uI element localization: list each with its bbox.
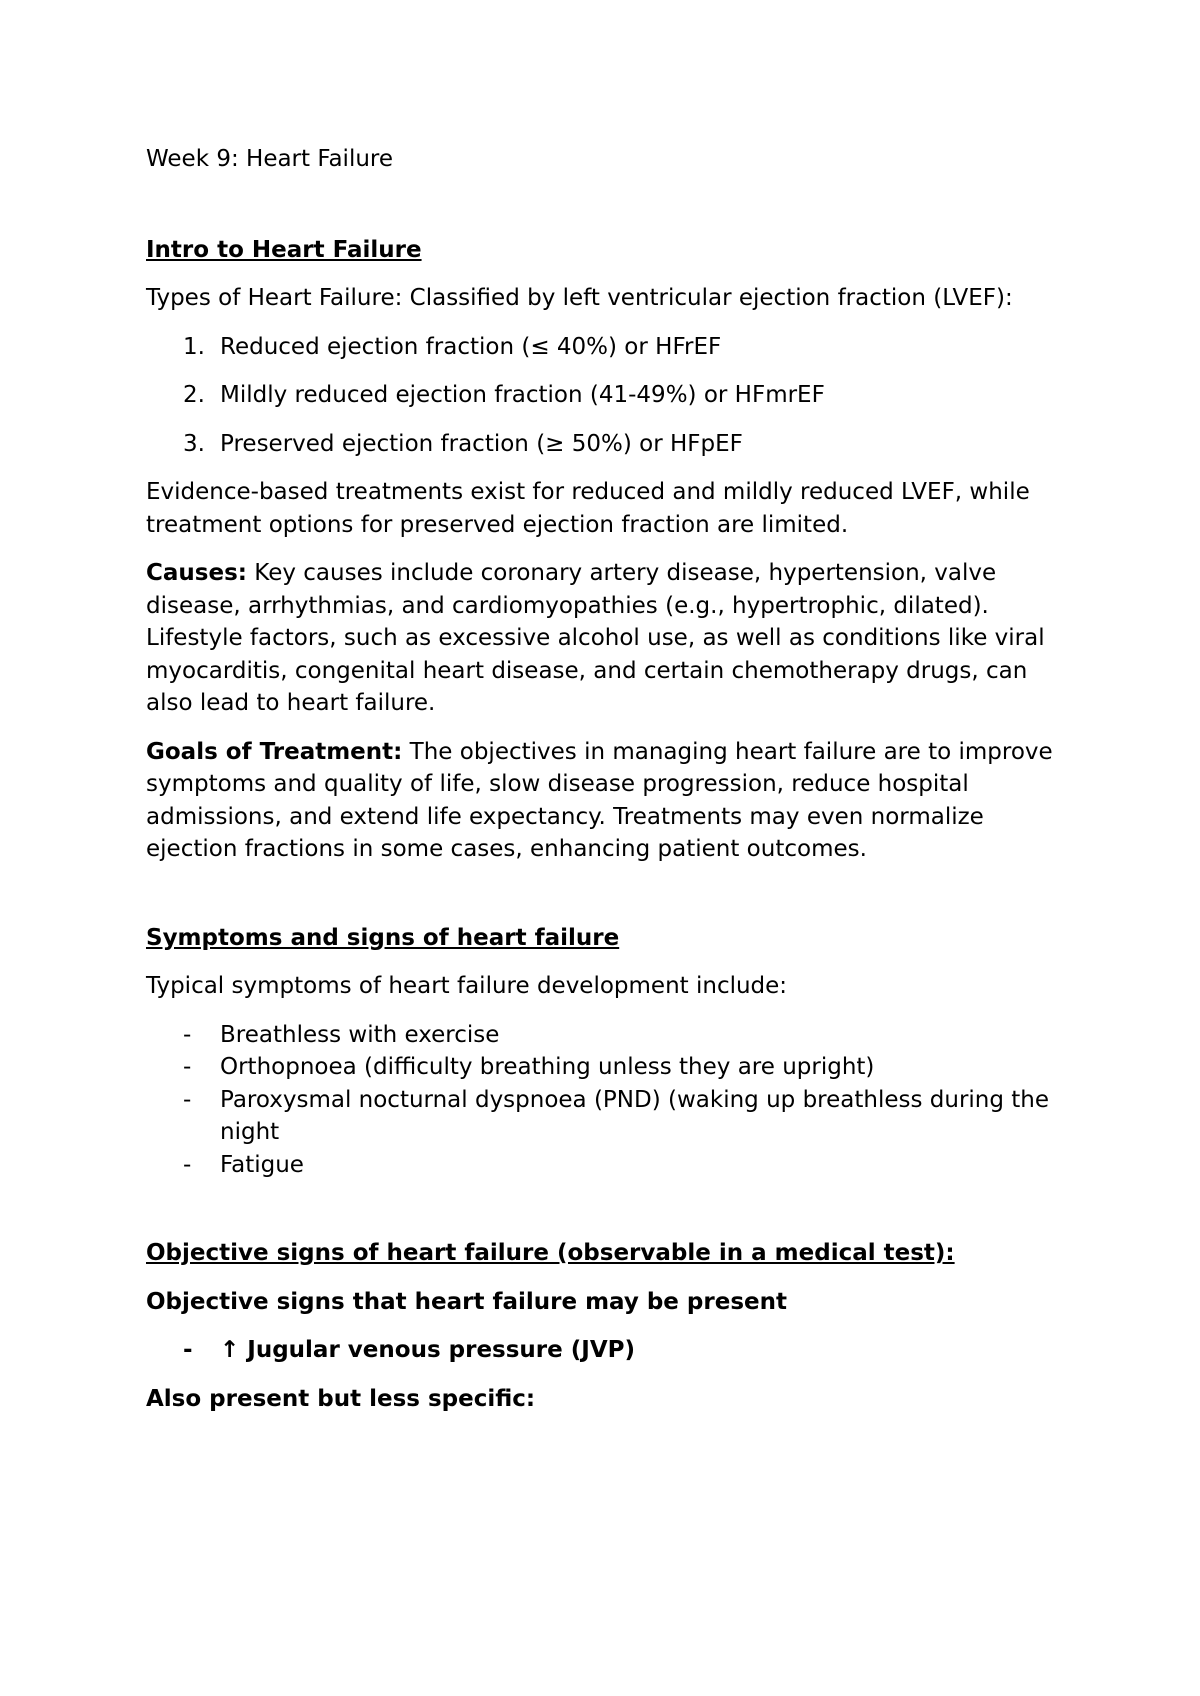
dash-marker: - [183, 1054, 192, 1080]
list-item [146, 428, 1066, 461]
list-item-text: Preserved ejection fraction (≥ 50%) or HFpEF [220, 430, 743, 457]
list-item-text: Mildly reduced ejection fraction (41-49%) or HFmrEF [220, 382, 825, 408]
list-item-text: Fatigue [220, 1151, 304, 1178]
symptoms-heading: Symptoms and signs of heart failure [146, 924, 620, 951]
dash-marker: - [183, 1021, 192, 1048]
list-item [146, 1084, 1066, 1149]
causes-paragraph [146, 557, 1066, 720]
list-item-text: Orthopnoea (difficulty breathing unless they are upright) [220, 1054, 875, 1080]
objective-list [146, 1334, 1066, 1367]
list-item [146, 331, 1066, 364]
goals-label: Goals of Treatment: [146, 738, 403, 765]
types-intro: Types of Heart Failure: Classified by left ventricular ejection fraction (LVEF): [146, 285, 1013, 311]
list-item [146, 1051, 1066, 1084]
dash-marker: - [183, 1151, 192, 1178]
types-list [146, 331, 1066, 461]
list-item-text: Paroxysmal nocturnal dyspnoea (PND) (waking up breathless during the night [220, 1086, 1050, 1145]
symptoms-intro: Typical symptoms of heart failure development include: [146, 973, 788, 999]
list-item-text: ↑ Jugular venous pressure (JVP) [220, 1337, 635, 1363]
document-page [146, 143, 1066, 1431]
goals-paragraph [146, 736, 1066, 866]
goals-text: The objectives in managing heart failure are to improve symptoms and quality of life, slow disease progression, reduce hospital admissions, and extend life expectancy. Treatments may even normalize ejection fractions in some cases, enhancing patient outcomes. [146, 738, 1053, 862]
objective-subheading: Objective signs that heart failure may be present [146, 1288, 787, 1315]
list-number: 3. [183, 430, 205, 457]
list-item-text: Reduced ejection fraction (≤ 40%) or HFrEF [220, 333, 722, 360]
section-spacer [146, 1197, 1066, 1237]
list-item [146, 1019, 1066, 1052]
list-item [146, 1334, 1066, 1367]
list-item [146, 1149, 1066, 1182]
section-spacer [146, 882, 1066, 922]
less-specific-heading: Also present but less specific: [146, 1385, 536, 1412]
dash-marker: - [183, 1337, 193, 1363]
list-number: 2. [183, 382, 205, 408]
intro-heading: Intro to Heart Failure [146, 236, 422, 263]
list-item-text: Breathless with exercise [220, 1021, 500, 1048]
list-number: 1. [183, 333, 205, 360]
objective-heading: Objective signs of heart failure (observable in a medical test): [146, 1240, 955, 1266]
evidence-paragraph: Evidence-based treatments exist for reduced and mildly reduced LVEF, while treatment options for preserved ejection fraction are limited. [146, 479, 1030, 538]
causes-text: Key causes include coronary artery disease, hypertension, valve disease, arrhythmias, and cardiomyopathies (e.g., hypertrophic, dilated). Lifestyle factors, such as excessive alcohol use, as well as conditions like viral myocarditis, congenital heart disease, and certain chemotherapy drugs, can also lead to heart failure. [146, 560, 1045, 716]
symptoms-list [146, 1019, 1066, 1182]
causes-label: Causes: [146, 560, 247, 586]
dash-marker: - [183, 1086, 192, 1113]
list-item [146, 379, 1066, 412]
document-title: Week 9: Heart Failure [146, 146, 394, 172]
